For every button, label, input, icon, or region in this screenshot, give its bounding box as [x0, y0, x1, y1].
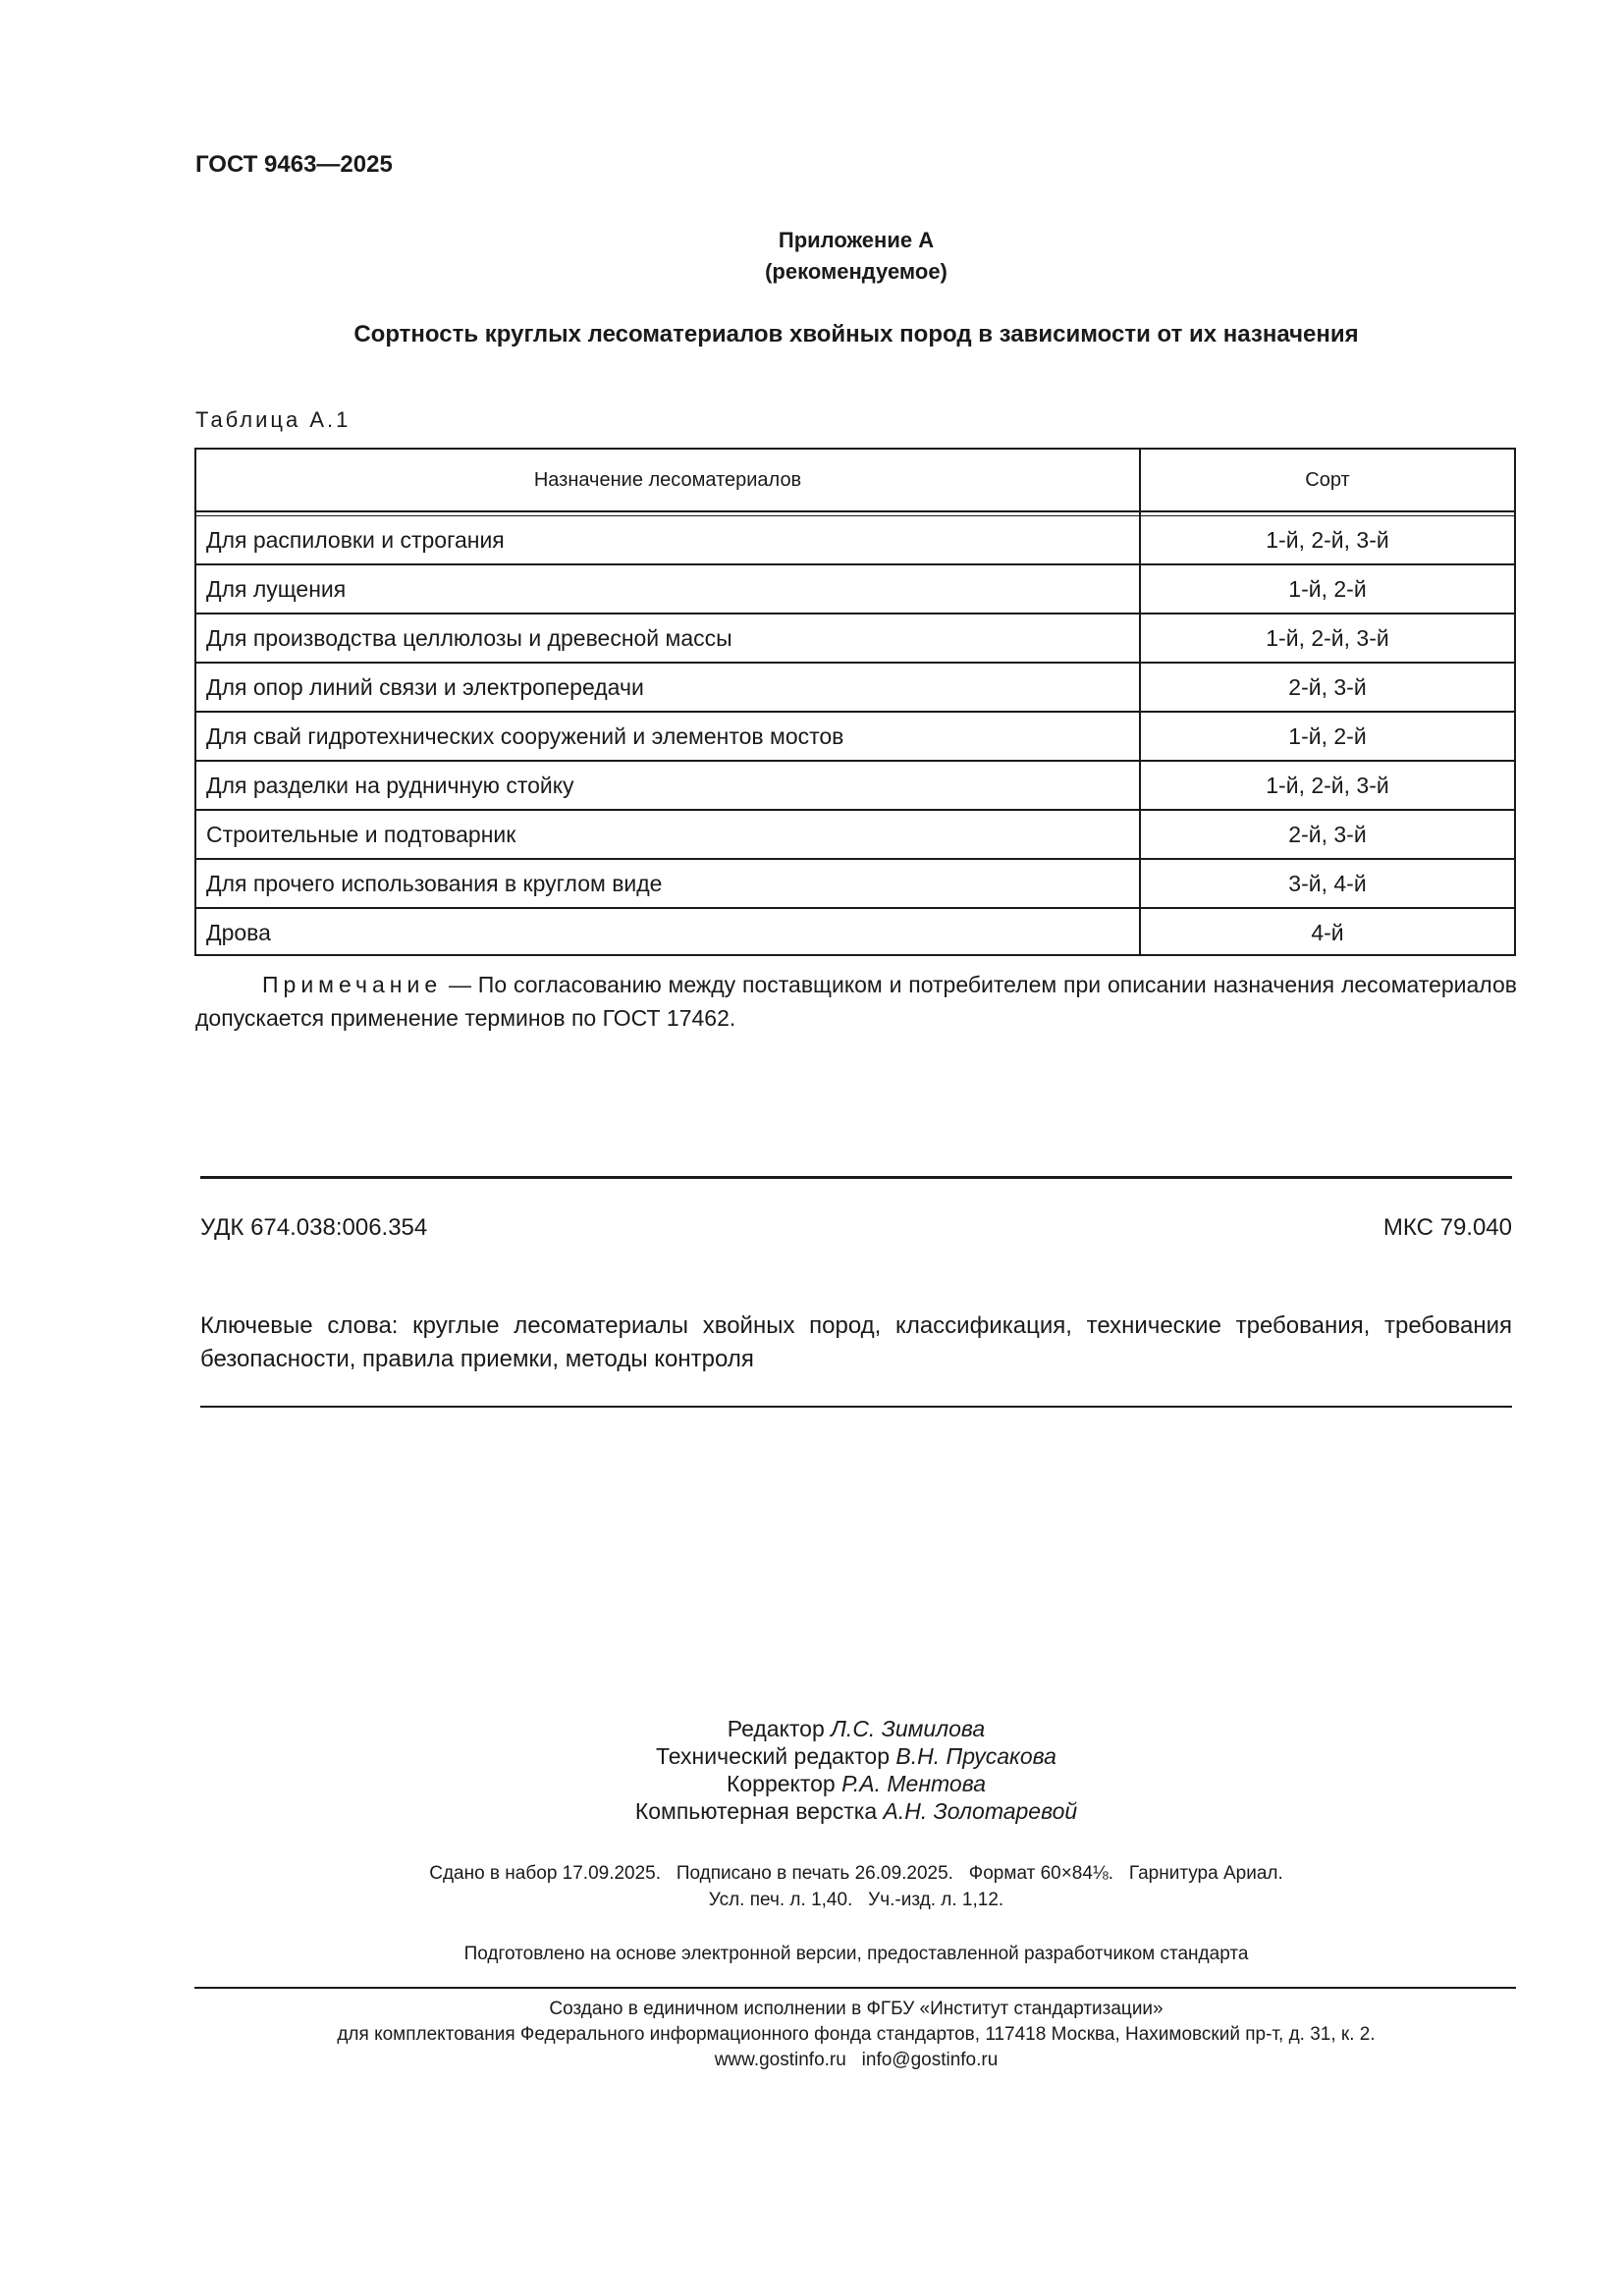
cell-grade: 1-й, 2-й, 3-й: [1266, 527, 1389, 553]
cell-purpose: Дрова: [206, 920, 271, 945]
printer-websites: www.gostinfo.ru info@gostinfo.ru: [714, 2050, 999, 2070]
cell-purpose: Для опор линий связи и электропередачи: [206, 674, 644, 700]
credit-role: Технический редактор: [656, 1743, 891, 1769]
annex-title: Приложение А: [778, 228, 935, 252]
cell-purpose: Для разделки на рудничную стойку: [206, 773, 574, 798]
cell-grade: 3-й, 4-й: [1288, 871, 1367, 896]
table-row: [196, 860, 1514, 909]
mks-code: МКС 79.040: [1382, 1214, 1512, 1241]
note-label: Примечание: [262, 972, 443, 997]
cell-grade: 2-й, 3-й: [1288, 822, 1367, 847]
keywords: Ключевые слова: круглые лесоматериалы хвойных пород, классификация, технические требования, требования безопасности, правила приемки, методы контроля: [200, 1312, 1512, 1372]
credit-name: А.Н. Золотаревой: [883, 1798, 1078, 1824]
divider-bottom: [194, 1987, 1516, 1989]
table-row: [196, 762, 1514, 811]
table-row: [196, 614, 1514, 664]
cell-purpose: Для свай гидротехнических сооружений и элементов мостов: [206, 723, 844, 749]
divider-top: [200, 1176, 1512, 1179]
credit-tech-editor: [195, 1743, 1517, 1770]
table-header-grade: Сорт: [1305, 469, 1350, 491]
credit-name: Л.С. Зимилова: [831, 1716, 986, 1741]
table-row: [196, 811, 1514, 860]
printer-line: Создано в единичном исполнении в ФГБУ «Институт стандартизации»: [549, 1999, 1164, 2019]
cell-purpose: Для производства целлюлозы и древесной массы: [206, 625, 732, 651]
credit-editor: [195, 1716, 1517, 1742]
publication-sheets: Усл. печ. л. 1,40. Уч.-изд. л. 1,12.: [708, 1890, 1004, 1910]
credit-role: Корректор: [726, 1771, 836, 1796]
cell-grade: 2-й, 3-й: [1288, 674, 1367, 700]
table-note: [195, 968, 1517, 1035]
table-header-purpose: Назначение лесоматериалов: [533, 469, 802, 491]
table-row: [196, 664, 1514, 713]
cell-purpose: Для лущения: [206, 576, 347, 602]
annex-heading: Сортность круглых лесоматериалов хвойных пород в зависимости от их назначения: [353, 321, 1359, 347]
cell-purpose: Строительные и подтоварник: [206, 822, 516, 847]
cell-purpose: Для прочего использования в круглом виде: [206, 871, 663, 896]
credit-layout: [195, 1798, 1517, 1825]
udk-code: УДК 674.038:006.354: [200, 1214, 428, 1241]
printer-address: для комплектования Федерального информационного фонда стандартов, 117418 Москва, Нахимовский пр-т, д. 31, к. 2.: [337, 2024, 1376, 2045]
cell-grade: 1-й, 2-й: [1288, 723, 1367, 749]
divider-keywords: [200, 1406, 1512, 1408]
table-row: [196, 516, 1514, 565]
sort-table: [194, 448, 1516, 956]
table-row: [196, 713, 1514, 762]
note-text: — По согласованию между поставщиком и потребителем при описании назначения лесоматериалов допускается применение терминов по ГОСТ 17462.: [195, 972, 1517, 1031]
cell-grade: 1-й, 2-й, 3-й: [1266, 625, 1389, 651]
credit-proofreader: [195, 1771, 1517, 1797]
cell-purpose: Для распиловки и строгания: [206, 527, 505, 553]
cell-grade: 1-й, 2-й, 3-й: [1266, 773, 1389, 798]
credit-role: Редактор: [727, 1716, 825, 1741]
annex-type: (рекомендуемое): [765, 259, 947, 284]
cell-grade: 4-й: [1311, 920, 1344, 945]
publication-details: Сдано в набор 17.09.2025. Подписано в печать 26.09.2025. Формат 60×84⅛. Гарнитура Ариал.: [429, 1863, 1283, 1884]
prepared-note: Подготовлено на основе электронной версии, предоставленной разработчиком стандарта: [463, 1944, 1249, 1964]
credit-name: В.Н. Прусакова: [895, 1743, 1056, 1769]
credit-role: Компьютерная верстка: [634, 1798, 878, 1824]
document-code: ГОСТ 9463—2025: [195, 151, 393, 178]
credit-name: Р.А. Ментова: [841, 1771, 986, 1796]
table-row: [196, 565, 1514, 614]
table-row: [196, 909, 1514, 958]
cell-grade: 1-й, 2-й: [1288, 576, 1367, 602]
table-caption: Таблица А.1: [195, 407, 352, 432]
header-rule: [196, 510, 1514, 512]
